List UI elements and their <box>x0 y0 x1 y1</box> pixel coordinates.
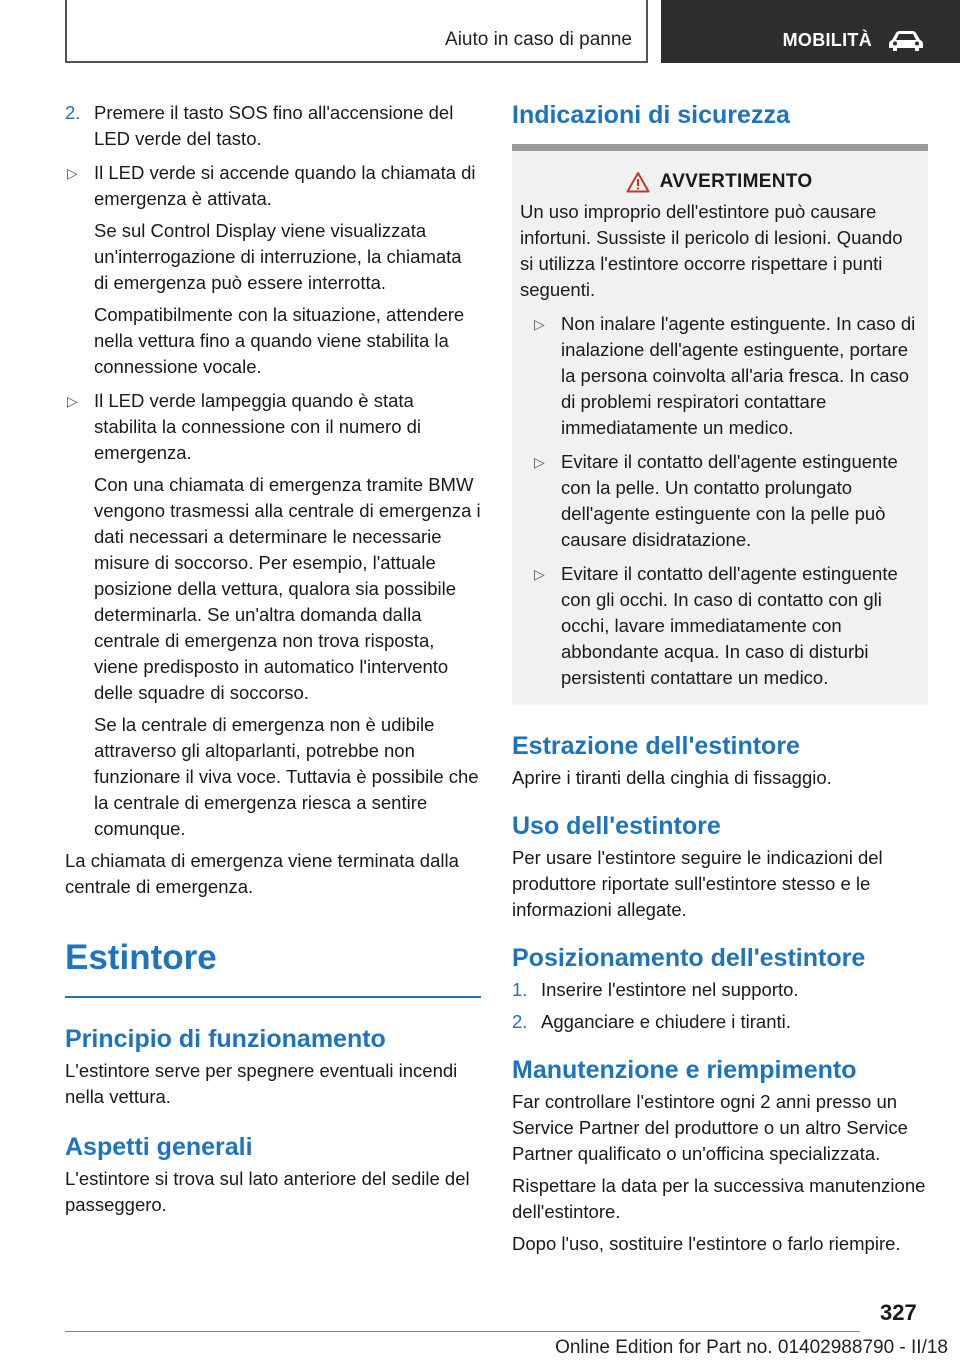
warning-intro: Un uso improprio dell'estintore può causare infortuni. Sussiste il pericolo di lesioni. Quando si utilizza l'estintore occorre rispettare i punti seguenti. <box>520 201 903 300</box>
paragraph: Far controllare l'estintore ogni 2 anni presso un Service Partner del produttore o un altro Service Partner qualificato o un'officina specializzata. <box>512 1091 908 1164</box>
triangle-bullet-icon: ▷ <box>67 165 78 181</box>
step-text: Inserire l'estintore nel supporto. <box>541 979 799 1000</box>
heading: Aspetti generali <box>65 1133 253 1161</box>
warning-bullet <box>532 311 918 441</box>
step-text: Agganciare e chiudere i tiranti. <box>541 1011 791 1032</box>
paragraph: Aprire i tiranti della cinghia di fissaggio. <box>512 767 832 788</box>
warning-bullet <box>532 561 918 691</box>
bullet-text: Se sul Control Display viene visualizzata un'interrogazione di interruzione, la chiamata di emergenza può essere interrotta. <box>94 220 462 293</box>
bullet-item <box>65 388 481 842</box>
edition-note: Online Edition for Part no. 01402988790 - II/18 <box>555 1337 948 1358</box>
heading: Principio di funzionamento <box>65 1025 386 1053</box>
paragraph: L'estintore serve per spegnere eventuali incendi nella vettura. <box>65 1060 458 1107</box>
heading: Uso dell'estintore <box>512 812 721 840</box>
step-number: 2. <box>512 1011 528 1032</box>
triangle-bullet-icon: ▷ <box>534 454 545 470</box>
bullet-text: Con una chiamata di emergenza tramite BMW vengono trasmessi alla centrale di emergenza i dati necessari a determinare le necessarie misure di soccorso. Per esempio, l'attuale posizione della vettura, qualora sia possibile determinarla. Se un'altra domanda dalla centrale di emergenza non trova risposta, viene predisposto in automatico l'intervento delle squadre di soccorso. <box>94 474 481 703</box>
car-icon <box>888 30 924 52</box>
page-number: 327 <box>880 1300 917 1325</box>
warning-box <box>512 144 928 705</box>
step-item <box>65 100 481 152</box>
triangle-bullet-icon: ▷ <box>534 316 545 332</box>
step-number: 1. <box>512 979 528 1000</box>
step-item <box>512 977 928 1003</box>
bullet-text: Evitare il contatto dell'agente estinguente con la pelle. Un contatto prolungato dell'agente estinguente con la pelle può causare disidratazione. <box>561 451 898 550</box>
paragraph: L'estintore si trova sul lato anteriore del sedile del passeggero. <box>65 1168 470 1215</box>
triangle-bullet-icon: ▷ <box>67 393 78 409</box>
heading: Estrazione dell'estintore <box>512 732 800 760</box>
paragraph: Rispettare la data per la successiva manutenzione dell'estintore. <box>512 1175 926 1222</box>
warning-title: AVVERTIMENTO <box>659 171 813 192</box>
header-section-title: Aiuto in caso di panne <box>445 28 632 50</box>
heading: Indicazioni di sicurezza <box>512 101 790 129</box>
heading: Posizionamento dell'estintore <box>512 944 866 972</box>
warning-triangle-icon <box>626 171 650 193</box>
bullet-text: Se la centrale di emergenza non è udibile attraverso gli altoparlanti, potrebbe non funzionare il viva voce. Tuttavia è possibile che la centrale di emergenza riesca a sentire comunque. <box>94 714 479 839</box>
running-header-section <box>65 0 648 63</box>
running-header-chapter <box>661 0 960 63</box>
warning-header <box>520 171 918 193</box>
bullet-text: Evitare il contatto dell'agente estinguente con gli occhi. In caso di contatto con gli occhi, lavare immediatamente con abbondante acqua. In caso di disturbi persistenti contattare un medico. <box>561 563 898 688</box>
step-item <box>512 1009 928 1035</box>
bullet-text: Non inalare l'agente estinguente. In caso di inalazione dell'agente estinguente, portare la persona coinvolta all'aria fresca. In caso di problemi respiratori contattare immediatamente un medico. <box>561 313 916 438</box>
bullet-text: Compatibilmente con la situazione, attendere nella vettura fino a quando viene stabilita la connessione vocale. <box>94 304 465 377</box>
triangle-bullet-icon: ▷ <box>534 566 545 582</box>
paragraph: Dopo l'uso, sostituire l'estintore o farlo riempire. <box>512 1233 901 1254</box>
paragraph: Per usare l'estintore seguire le indicazioni del produttore riportate sull'estintore stesso e le informazioni allegate. <box>512 847 883 920</box>
footer-rule <box>65 1331 860 1332</box>
bullet-item <box>65 160 481 380</box>
paragraph: La chiamata di emergenza viene terminata dalla centrale di emergenza. <box>65 850 459 897</box>
heading: Manutenzione e riempimento <box>512 1056 857 1084</box>
section-title: Estintore <box>65 938 217 977</box>
step-text: Premere il tasto SOS fino all'accensione del LED verde del tasto. <box>94 102 454 149</box>
step-number: 2. <box>65 102 81 123</box>
section-rule <box>65 996 481 998</box>
bullet-text: Il LED verde si accende quando la chiamata di emergenza è attivata. <box>94 162 476 209</box>
warning-bullet <box>532 449 918 553</box>
right-column <box>512 100 928 1257</box>
header-chapter-title: MOBILITÀ <box>782 30 872 50</box>
bullet-text: Il LED verde lampeggia quando è stata stabilita la connessione con il numero di emergenza. <box>94 390 422 463</box>
left-column <box>65 100 481 1218</box>
